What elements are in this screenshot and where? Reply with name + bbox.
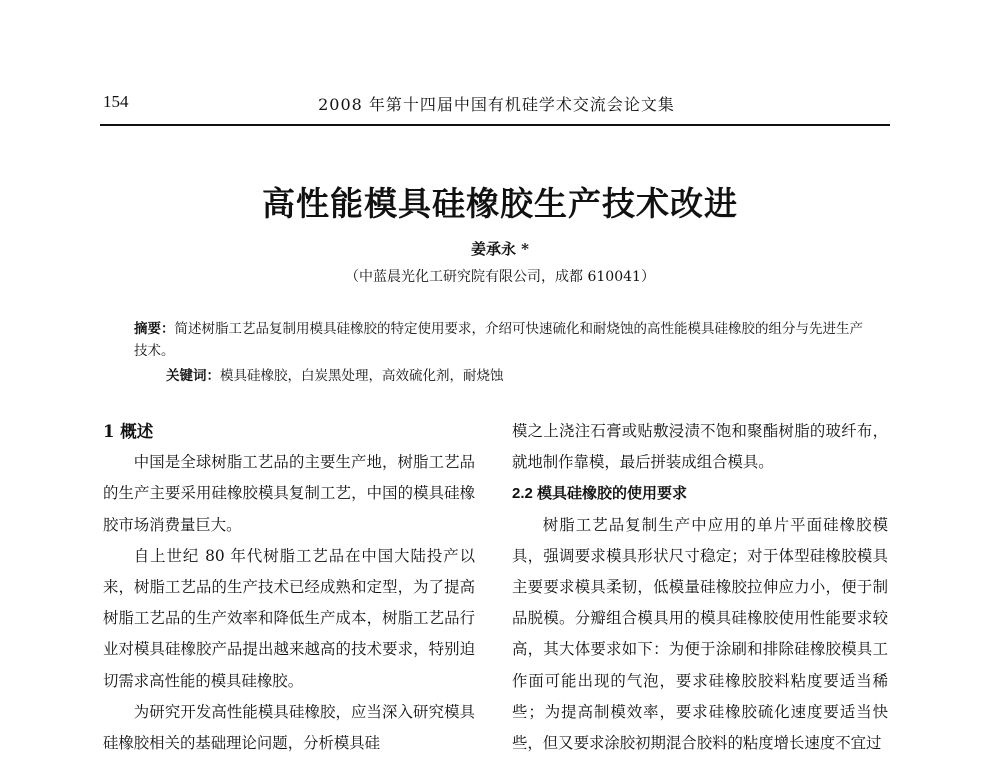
abstract: [134, 318, 864, 362]
running-header: [103, 92, 890, 122]
paragraph: 为研究开发高性能模具硅橡胶，应当深入研究模具硅橡胶相关的基础理论问题，分析模具硅: [103, 702, 475, 753]
right-column: [512, 416, 888, 759]
affiliation: （中蓝晨光化工研究院有限公司，成都 610041）: [345, 269, 655, 285]
article-title: 高性能模具硅橡胶生产技术改进: [262, 184, 738, 223]
journal-title: 2008 年第十四届中国有机硅学术交流会论文集: [318, 95, 675, 114]
page-number: 154: [103, 92, 129, 111]
paragraph: 中国是全球树脂工艺品的主要生产地，树脂工艺品的生产主要采用硅橡胶模具复制工艺，中国的模具硅橡胶市场消费量巨大。: [103, 453, 475, 534]
keywords-text: 模具硅橡胶，白炭黑处理，高效硫化剂，耐烧蚀: [220, 368, 504, 384]
left-column: [103, 416, 475, 759]
paragraph: 自上世纪 80 年代树脂工艺品在中国大陆投产以来，树脂工艺品的生产技术已经成熟和定型，为了提高树脂工艺品的生产效率和降低生产成本，树脂工艺品行业对模具硅橡胶产品提出越来越高的技术要求，特别迫切需求高性能的模具硅橡胶。: [103, 546, 475, 690]
header-rule: [100, 124, 890, 126]
keywords: [166, 364, 866, 384]
abstract-text: 简述树脂工艺品复制用模具硅橡胶的特定使用要求，介绍可快速硫化和耐烧蚀的高性能模具硅橡胶的组分与先进生产技术。: [134, 321, 863, 359]
abstract-label: 摘要：: [134, 321, 175, 337]
section-heading: 1 概述: [103, 422, 154, 441]
subsection-heading: 2.2 模具硅橡胶的使用要求: [512, 485, 688, 503]
keywords-label: 关键词：: [166, 368, 220, 384]
author: 姜承永 *: [470, 240, 530, 258]
paragraph-continuation: 模之上浇注石膏或贴敷浸渍不饱和聚酯树脂的玻纤布，就地制作靠模，最后拼装成组合模具。: [512, 422, 888, 472]
paragraph: 树脂工艺品复制生产中应用的单片平面硅橡胶模具，强调要求模具形状尺寸稳定；对于体型硅橡胶模具主要要求模具柔韧，低模量硅橡胶拉伸应力小，便于制品脱模。分瓣组合模具用的模具硅橡胶使用性能要求较高，其大体要求如下：为便于涂刷和排除硅橡胶模具工作面可能出现的气泡，要求硅橡胶胶料粘度要适当稀些；为提高制模效率，要求硅橡胶硫化速度要适当快些，但又要求涂胶初期混合胶料的粘度增长速度不宜过: [512, 515, 888, 753]
